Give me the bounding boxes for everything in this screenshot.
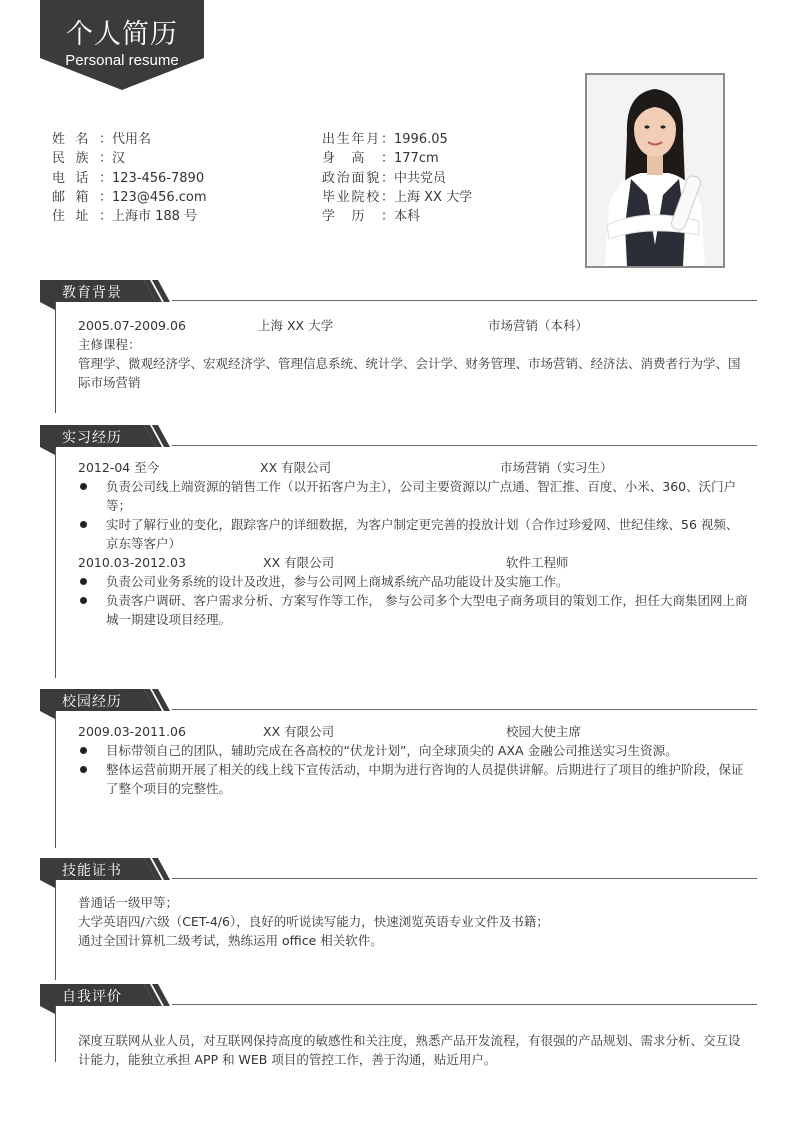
list-item <box>78 760 748 798</box>
section-header-skills <box>40 858 176 880</box>
info-label: 电话： <box>52 170 112 186</box>
info-row-school <box>322 188 472 207</box>
job-company: XX 有限公司 <box>260 460 332 475</box>
profile-photo <box>585 73 725 268</box>
section-title: 校园经历 <box>62 694 122 710</box>
job-role: 市场营销（实习生） <box>500 460 613 475</box>
info-row-politics <box>322 169 472 188</box>
page-title: 个人简历 <box>66 19 178 50</box>
bullet-text: 整体运营前期开展了相关的线上线下宣传活动，中期为进行咨询的人员提供讲解。后期进行了项目的维护阶段，保证了整个项目的完整性。 <box>106 762 744 796</box>
section-title: 教育背景 <box>62 285 122 301</box>
bullet-icon <box>80 766 87 773</box>
info-value-ethnicity: 汉 <box>112 151 126 167</box>
list-item <box>78 477 748 515</box>
section-rule <box>172 445 757 446</box>
page-subtitle: Personal resume <box>65 52 179 69</box>
education-school: 上海 XX 大学 <box>258 318 334 333</box>
section-header-education <box>40 280 176 302</box>
internship-content <box>78 458 748 629</box>
personal-info-right <box>322 130 472 226</box>
list-item <box>78 741 748 760</box>
info-label: 学历： <box>322 209 394 225</box>
info-row-address <box>52 207 207 226</box>
section-title: 实习经历 <box>62 430 122 446</box>
education-content <box>78 316 748 392</box>
info-label: 政治面貌： <box>322 170 394 186</box>
skills-content <box>78 893 748 950</box>
info-row-degree <box>322 207 472 226</box>
info-value-school: 上海 XX 大学 <box>394 189 473 205</box>
bullet-icon <box>80 578 87 585</box>
info-value-address: 上海市 188 号 <box>112 209 198 225</box>
bullet-text: 实时了解行业的变化，跟踪客户的详细数据，为客户制定更完善的投放计划（合作过珍爱网、世纪佳缘、56 视频、京东等客户） <box>106 517 739 551</box>
section-rule <box>172 1004 757 1005</box>
job-summary-row <box>78 458 748 477</box>
info-row-birth <box>322 130 472 149</box>
section-divider-line <box>55 446 56 678</box>
info-row-phone <box>52 169 207 188</box>
info-value-email: 123@456.com <box>112 189 207 205</box>
skill-line: 普通话一级甲等； <box>78 895 179 910</box>
job-summary-row <box>78 553 748 572</box>
info-value-name: 代用名 <box>112 132 152 147</box>
list-item <box>78 591 748 629</box>
campus-summary-row <box>78 722 748 741</box>
section-rule <box>172 878 757 879</box>
info-label: 毕业院校： <box>322 189 394 205</box>
section-divider-line <box>55 301 56 413</box>
section-header-campus <box>40 689 176 711</box>
info-label: 民族： <box>52 151 112 167</box>
courses-label: 主修课程： <box>78 337 141 352</box>
info-value-birth: 1996.05 <box>394 132 448 147</box>
job-period: 2010.03-2012.03 <box>78 555 186 570</box>
section-divider-line <box>55 1006 56 1062</box>
section-header-internship <box>40 425 176 447</box>
info-label: 邮箱： <box>52 189 112 205</box>
job-role: 软件工程师 <box>506 555 569 570</box>
list-item <box>78 515 748 553</box>
education-major: 市场营销（本科） <box>488 318 589 333</box>
section-header-self-eval <box>40 984 176 1006</box>
self-eval-content <box>78 1031 748 1069</box>
portrait-image <box>587 75 723 266</box>
list-item <box>78 572 748 591</box>
info-value-degree: 本科 <box>394 209 421 225</box>
section-title: 技能证书 <box>62 863 122 879</box>
campus-content <box>78 722 748 798</box>
bullet-text: 负责公司业务系统的设计及改进，参与公司网上商城系统产品功能设计及实施工作。 <box>106 574 569 589</box>
section-divider-line <box>55 710 56 848</box>
skill-line: 大学英语四/六级（CET-4/6），良好的听说读写能力，快速浏览英语专业文件及书籍； <box>78 914 549 929</box>
title-banner <box>40 0 204 90</box>
info-row-height <box>322 149 472 168</box>
info-label: 身高： <box>322 151 394 167</box>
bullet-icon <box>80 521 87 528</box>
section-title: 自我评价 <box>62 989 122 1005</box>
section-rule <box>172 709 757 710</box>
section-divider-line <box>55 880 56 980</box>
bullet-icon <box>80 747 87 754</box>
campus-period: 2009.03-2011.06 <box>78 724 186 739</box>
info-label: 姓名： <box>52 132 112 147</box>
job-period: 2012-04 至今 <box>78 460 160 475</box>
info-label: 出生年月： <box>322 132 394 147</box>
info-value-phone: 123-456-7890 <box>112 170 205 186</box>
campus-company: XX 有限公司 <box>263 724 335 739</box>
education-summary-row <box>78 316 748 335</box>
education-period: 2005.07-2009.06 <box>78 318 186 333</box>
section-rule <box>172 300 757 301</box>
skill-line: 通过全国计算机二级考试，熟练运用 office 相关软件。 <box>78 933 383 948</box>
info-value-height: 177cm <box>394 151 439 167</box>
courses-text: 管理学、微观经济学、宏观经济学、管理信息系统、统计学、会计学、财务管理、市场营销、经济法、消费者行为学、国际市场营销 <box>78 356 741 390</box>
job-company: XX 有限公司 <box>263 555 335 570</box>
bullet-text: 负责公司线上端资源的销售工作（以开拓客户为主），公司主要资源以广点通、智汇推、百度、小米、360、沃门户等； <box>106 479 737 513</box>
info-row-email <box>52 188 207 207</box>
bullet-text: 负责客户调研、客户需求分析、方案写作等工作， 参与公司多个大型电子商务项目的策划工作，担任大商集团网上商城一期建设项目经理。 <box>106 593 748 627</box>
bullet-icon <box>80 483 87 490</box>
info-label: 住址： <box>52 209 112 225</box>
info-row-name <box>52 130 207 149</box>
campus-role: 校园大使主席 <box>506 724 582 739</box>
info-value-politics: 中共党员 <box>394 170 447 186</box>
personal-info-left <box>52 130 207 226</box>
bullet-icon <box>80 597 87 604</box>
bullet-text: 目标带领自己的团队，辅助完成在各高校的“伏龙计划”，向全球顶尖的 AXA 金融公司推送实习生资源。 <box>106 743 678 758</box>
self-eval-text: 深度互联网从业人员，对互联网保持高度的敏感性和关注度，熟悉产品开发流程，有很强的产品规划、需求分析、交互设计能力，能独立承担 APP 和 WEB 项目的管控工作，善于沟通，贴近用户。 <box>78 1033 741 1067</box>
info-row-ethnicity <box>52 149 207 168</box>
